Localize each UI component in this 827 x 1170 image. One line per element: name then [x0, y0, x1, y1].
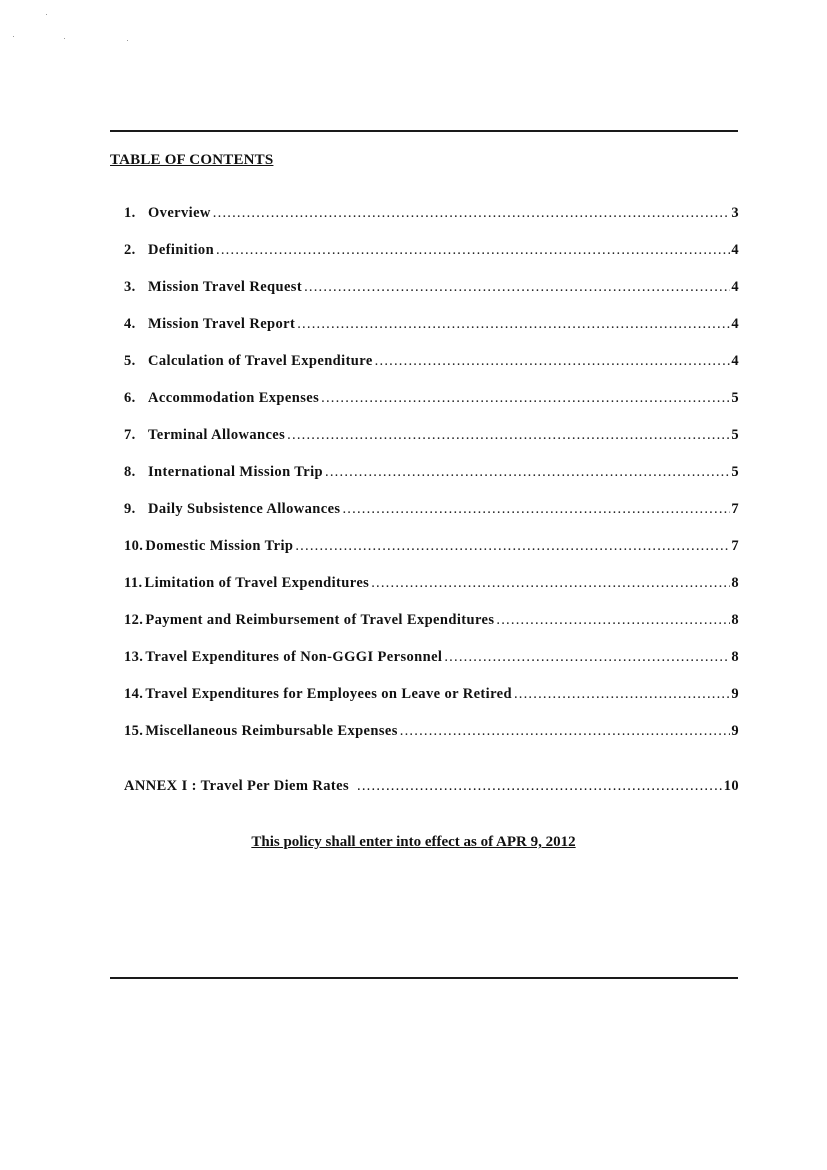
- toc-entry-number: 13.: [124, 649, 144, 665]
- toc-entry-page-number: 7: [731, 501, 739, 517]
- toc-entry-number: 15.: [124, 723, 144, 739]
- toc-entry-title: Terminal Allowances: [148, 427, 286, 443]
- dot-leader: [342, 501, 730, 518]
- toc-entry: [124, 723, 739, 760]
- toc-entry: [124, 538, 739, 575]
- toc-entry: [124, 279, 739, 316]
- toc-entry: [124, 390, 739, 427]
- scan-artifact: [127, 40, 128, 41]
- toc-entry-number: 3.: [124, 279, 136, 295]
- toc-entry-number: 14.: [124, 686, 144, 702]
- toc-entry-title: Definition: [148, 242, 215, 258]
- toc-entry: [124, 427, 739, 464]
- toc-entry-title: Calculation of Travel Expenditure: [148, 353, 373, 369]
- toc-entry: [124, 501, 739, 538]
- dot-leader: [375, 353, 731, 370]
- toc-entry-number: 10.: [124, 538, 144, 554]
- toc-entry-page-number: 5: [731, 390, 739, 406]
- dot-leader: [216, 242, 730, 259]
- toc-entry-title: Accommodation Expenses: [148, 390, 320, 406]
- toc-entry-title: Overview: [148, 205, 211, 221]
- toc-entry-title: Limitation of Travel Expenditures: [144, 575, 370, 591]
- dot-leader: [297, 316, 730, 333]
- toc-entry: [124, 649, 739, 686]
- toc-entry-title: Travel Expenditures of Non-GGGI Personnel: [145, 649, 443, 665]
- dot-leader: [325, 464, 730, 481]
- toc-entry-title: International Mission Trip: [148, 464, 324, 480]
- dot-leader: [514, 686, 730, 703]
- toc-annex-entry: [124, 778, 739, 795]
- annex-page-number: 10: [723, 778, 739, 794]
- toc-entry-title: Payment and Reimbursement of Travel Expenditures: [145, 612, 495, 628]
- toc-entry: [124, 316, 739, 353]
- dot-leader: [496, 612, 730, 629]
- toc-entry-number: 11.: [124, 575, 143, 591]
- toc-entry-title: Miscellaneous Reimbursable Expenses: [145, 723, 398, 739]
- toc-entry-title: Mission Travel Report: [148, 316, 296, 332]
- effective-date-statement: This policy shall enter into effect as of APR 9, 2012: [251, 834, 576, 850]
- toc-entry-number: 9.: [124, 501, 136, 517]
- dot-leader: [357, 778, 724, 795]
- toc-entry-page-number: 9: [731, 686, 739, 702]
- toc-entry-page-number: 3: [731, 205, 739, 221]
- dot-leader: [321, 390, 730, 407]
- toc-entry-number: 1.: [124, 205, 136, 221]
- toc-entry: [124, 686, 739, 723]
- scan-artifact: [13, 36, 14, 37]
- dot-leader: [213, 205, 731, 222]
- toc-entry-page-number: 7: [731, 538, 739, 554]
- toc-entry-page-number: 5: [731, 464, 739, 480]
- toc-entry: [124, 575, 739, 612]
- toc-entry: [124, 464, 739, 501]
- scan-artifact: [46, 14, 47, 15]
- dot-leader: [371, 575, 730, 592]
- toc-entry-number: 4.: [124, 316, 136, 332]
- top-rule: [110, 130, 738, 132]
- toc-entry-title: Domestic Mission Trip: [145, 538, 294, 554]
- toc-entry-number: 7.: [124, 427, 136, 443]
- dot-leader: [400, 723, 731, 740]
- toc-heading: TABLE OF CONTENTS: [110, 152, 274, 168]
- toc-entry-number: 5.: [124, 353, 136, 369]
- toc-entry-page-number: 9: [731, 723, 739, 739]
- toc-entry: [124, 612, 739, 649]
- toc-entry-page-number: 4: [731, 279, 739, 295]
- scan-artifact: [64, 38, 65, 39]
- dot-leader: [295, 538, 730, 555]
- toc-entry-page-number: 4: [731, 316, 739, 332]
- toc-entry-page-number: 4: [731, 353, 739, 369]
- toc-entry-page-number: 5: [731, 427, 739, 443]
- dot-leader: [444, 649, 730, 666]
- toc-entry-number: 2.: [124, 242, 136, 258]
- annex-title: ANNEX I : Travel Per Diem Rates: [124, 778, 350, 794]
- toc-list: [124, 205, 739, 760]
- toc-entry: [124, 353, 739, 390]
- dot-leader: [304, 279, 730, 296]
- toc-entry: [124, 205, 739, 242]
- toc-entry: [124, 242, 739, 279]
- toc-entry-title: Travel Expenditures for Employees on Leave or Retired: [145, 686, 512, 702]
- toc-entry-title: Mission Travel Request: [148, 279, 303, 295]
- toc-entry-title: Daily Subsistence Allowances: [148, 501, 341, 517]
- toc-entry-number: 6.: [124, 390, 136, 406]
- toc-entry-page-number: 8: [731, 612, 739, 628]
- bottom-rule: [110, 977, 738, 979]
- dot-leader: [287, 427, 730, 444]
- toc-entry-page-number: 8: [731, 649, 739, 665]
- toc-entry-page-number: 8: [731, 575, 739, 591]
- toc-entry-number: 8.: [124, 464, 136, 480]
- toc-entry-page-number: 4: [731, 242, 739, 258]
- toc-entry-number: 12.: [124, 612, 144, 628]
